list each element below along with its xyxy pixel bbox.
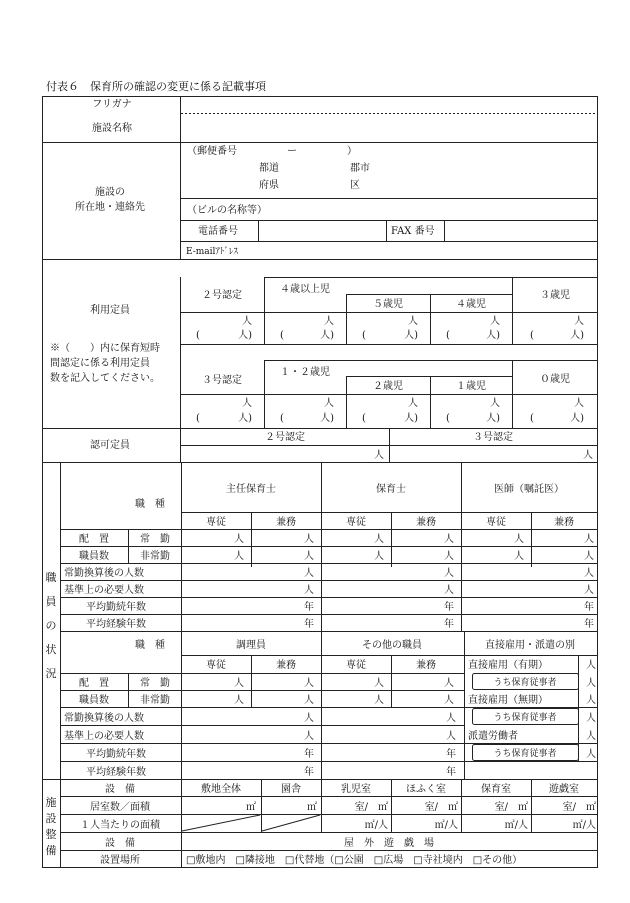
capacity-note-line3: 数を記入してください。	[50, 373, 160, 384]
direct-unfixed-label: 直接雇用（無期）	[468, 695, 548, 706]
parttime-header: 兼務	[554, 517, 574, 528]
cap-open-paren: (	[280, 413, 284, 424]
svg-text:人: 人	[234, 695, 244, 706]
avg-years-label: 平均勤続年数	[86, 602, 146, 613]
prefecture-top: 都道	[259, 163, 279, 174]
svg-text:人: 人	[444, 695, 454, 706]
cap-unit-paren: 人)	[320, 330, 334, 341]
placement-label-2: 配 置	[79, 678, 109, 689]
parttime-header: 兼務	[416, 660, 436, 671]
svg-text:年: 年	[304, 767, 314, 778]
svg-text:㎡/人: ㎡/人	[364, 820, 388, 831]
regular-label: 常 勤	[140, 534, 170, 545]
svg-text:年: 年	[584, 619, 594, 630]
svg-text:整: 整	[45, 828, 57, 841]
crawl-room-header: ほふく室	[406, 784, 446, 795]
equipment-section-label	[46, 796, 57, 857]
equipment-label-2: 設 備	[105, 838, 135, 849]
cap-unit: 人	[490, 316, 500, 327]
svg-text:人: 人	[304, 534, 314, 545]
direct-fixed-unit[interactable]: 人	[586, 660, 596, 671]
svg-text:㎡/人: ㎡/人	[504, 820, 528, 831]
svg-text:室/ ㎡: 室/ ㎡	[494, 802, 528, 813]
cap-open-paren: (	[196, 330, 200, 341]
approved-cert2-unit[interactable]: 人	[374, 450, 384, 461]
location-label: 設置場所	[100, 855, 140, 866]
cap-open-paren: (	[446, 330, 450, 341]
address-label-line2: 所在地・連絡先	[75, 202, 145, 213]
equipment-label: 設 備	[105, 784, 135, 795]
cap-unit: 人	[408, 398, 418, 409]
cap-unit: 人	[574, 398, 584, 409]
fulltime-header: 専従	[346, 660, 366, 671]
svg-text:人: 人	[304, 695, 314, 706]
svg-text:備: 備	[45, 844, 57, 857]
parttime-header: 兼務	[276, 517, 296, 528]
staff-regular-row[interactable]	[234, 532, 594, 545]
city-bottom: 区	[350, 180, 360, 191]
svg-text:況: 況	[45, 667, 57, 680]
cap-unit-paren: 人)	[404, 330, 418, 341]
fulltime-header: 専従	[206, 660, 226, 671]
fte-label-2: 常勤換算後の人数	[64, 713, 144, 724]
capacity-row-cert3[interactable]	[196, 396, 584, 424]
svg-text:人: 人	[234, 678, 244, 689]
svg-text:人: 人	[446, 713, 456, 724]
cook-header: 調理員	[236, 640, 266, 651]
svg-text:人: 人	[374, 678, 384, 689]
svg-text:員: 員	[45, 595, 57, 608]
cap-open-paren: (	[362, 330, 366, 341]
staff-summary-values-2[interactable]	[304, 711, 456, 778]
location-options[interactable]: □敷地内 □隣接地 □代替地（□公園 □広場 □寺社境内 □その他）	[186, 855, 523, 866]
cap-cert2-header: ２号認定	[202, 290, 242, 301]
address-label-line1: 施設の	[95, 187, 125, 198]
cap-open-paren: (	[446, 413, 450, 424]
cap-unit: 人	[324, 316, 334, 327]
svg-text:年: 年	[446, 749, 456, 760]
headcount-label-2: 職員数	[79, 695, 109, 706]
svg-text:室/ ㎡: 室/ ㎡	[562, 802, 596, 813]
childcare-sub-unit[interactable]: 人	[586, 713, 596, 724]
svg-text:㎡/人: ㎡/人	[434, 820, 458, 831]
svg-text:年: 年	[304, 749, 314, 760]
svg-text:年: 年	[444, 619, 454, 630]
svg-text:人: 人	[234, 534, 244, 545]
cap-open-paren: (	[530, 330, 534, 341]
dispatch-label: 派遣労働者	[468, 731, 518, 742]
building-name-field[interactable]: （ビルの名称等）	[187, 205, 267, 216]
cap-unit: 人	[490, 398, 500, 409]
city-top: 郡市	[350, 163, 370, 174]
prefecture-bottom: 府県	[259, 180, 279, 191]
cap-age5-header: ５歳児	[373, 299, 403, 310]
cap-age1-header: １歳児	[456, 381, 486, 392]
approved-cert3-unit[interactable]: 人	[583, 450, 593, 461]
svg-text:人: 人	[304, 731, 314, 742]
childcare-sub-label: うち保育従事者	[493, 678, 557, 688]
svg-text:年: 年	[304, 619, 314, 630]
cap-open-paren: (	[280, 330, 284, 341]
svg-text:人: 人	[304, 678, 314, 689]
headcount-label: 職員数	[79, 551, 109, 562]
rooms-area-label: 居室数／面積	[90, 802, 150, 813]
form-title: 付表６ 保育所の確認の変更に係る記載事項	[46, 80, 266, 93]
svg-text:施: 施	[45, 796, 57, 809]
cap-unit-paren: 人)	[404, 413, 418, 424]
cap-unit: 人	[242, 398, 252, 409]
cap-unit: 人	[242, 316, 252, 327]
per-child-area-label: １人当たりの面積	[80, 820, 160, 831]
direct-unfixed-unit[interactable]: 人	[586, 695, 596, 706]
cap-unit: 人	[408, 316, 418, 327]
cap-open-paren: (	[196, 413, 200, 424]
cap-open-paren: (	[530, 413, 534, 424]
cap-unit-paren: 人)	[486, 413, 500, 424]
fulltime-header: 専従	[346, 517, 366, 528]
cap-unit: 人	[574, 316, 584, 327]
required-label: 基準上の必要人数	[64, 585, 144, 596]
furigana-label: フリガナ	[92, 99, 132, 110]
capacity-label: 利用定員	[90, 305, 130, 316]
fte-label: 常勤換算後の人数	[64, 568, 144, 579]
outdoor-playground-header: 屋 外 遊 戯 場	[344, 838, 434, 849]
staff-section-label	[46, 571, 57, 680]
chief-nurse-header: 主任保育士	[226, 484, 276, 495]
cap-age2-header: ２歳児	[373, 381, 403, 392]
other-staff-header: その他の職員	[362, 640, 422, 651]
cap-open-paren: (	[362, 413, 366, 424]
cap-age4plus-header: ４歳以上児	[280, 284, 330, 295]
avg-exp-label: 平均経験年数	[86, 619, 146, 630]
svg-text:年: 年	[446, 767, 456, 778]
svg-text:人: 人	[444, 585, 454, 596]
postal-code-field[interactable]: （郵便番号 ー ）	[187, 146, 357, 157]
svg-text:人: 人	[304, 585, 314, 596]
cap-age3-header: ３歳児	[540, 290, 570, 301]
svg-text:人: 人	[584, 568, 594, 579]
childcare-sub-label: うち保育従事者	[493, 749, 557, 759]
cap-unit-paren: 人)	[238, 413, 252, 424]
per-child-area-row[interactable]	[365, 818, 596, 831]
svg-text:人: 人	[446, 731, 456, 742]
phone-label: 電話番号	[198, 226, 238, 237]
capacity-row-cert2[interactable]	[196, 314, 584, 341]
required-label-2: 基準上の必要人数	[64, 731, 144, 742]
svg-text:㎡: ㎡	[307, 802, 317, 813]
svg-text:人: 人	[374, 534, 384, 545]
nurse-header: 保育士	[376, 484, 406, 495]
childcare-sub-unit[interactable]: 人	[586, 678, 596, 689]
building-header: 園舎	[281, 784, 301, 795]
childcare-sub-label: うち保育従事者	[493, 713, 557, 723]
avg-exp-label-2: 平均経験年数	[86, 767, 146, 778]
fulltime-header: 専従	[206, 517, 226, 528]
svg-text:人: 人	[444, 534, 454, 545]
svg-text:人: 人	[444, 568, 454, 579]
svg-text:年: 年	[584, 602, 594, 613]
cap-unit-paren: 人)	[320, 413, 334, 424]
direct-fixed-label: 直接雇用（有期）	[468, 660, 548, 671]
job-type-label: 職 種	[135, 499, 165, 510]
svg-text:人: 人	[234, 551, 244, 562]
fax-label: FAX 番号	[391, 226, 435, 237]
parttime-header: 兼務	[276, 660, 296, 671]
doctor-header: 医師（嘱託医）	[494, 484, 564, 495]
svg-text:人: 人	[584, 551, 594, 562]
facility-name-label: 施設名称	[92, 123, 132, 134]
dispatch-unit[interactable]: 人	[586, 731, 596, 742]
infant-room-header: 乳児室	[341, 784, 371, 795]
parttime-header: 兼務	[416, 517, 436, 528]
childcare-sub-unit[interactable]: 人	[586, 749, 596, 760]
svg-text:職: 職	[45, 571, 57, 584]
irregular-label: 非常勤	[140, 551, 170, 562]
svg-text:設: 設	[45, 812, 57, 825]
staff-irregular-row[interactable]	[234, 549, 594, 562]
approved-cert3-header: ３号認定	[473, 432, 513, 443]
play-room-header: 遊戯室	[549, 784, 579, 795]
svg-text:室/ ㎡: 室/ ㎡	[354, 802, 388, 813]
cap-unit-paren: 人)	[570, 413, 584, 424]
svg-text:人: 人	[514, 534, 524, 545]
svg-text:㎡/人: ㎡/人	[572, 820, 596, 831]
cap-unit-paren: 人)	[570, 330, 584, 341]
svg-text:人: 人	[584, 585, 594, 596]
rooms-area-row[interactable]	[246, 801, 596, 813]
cap-unit-paren: 人)	[238, 330, 252, 341]
svg-text:人: 人	[374, 551, 384, 562]
capacity-note-line1: ※（ ）内に保育短時	[50, 343, 160, 354]
avg-years-label-2: 平均勤続年数	[86, 749, 146, 760]
svg-text:人: 人	[444, 678, 454, 689]
svg-text:年: 年	[304, 602, 314, 613]
svg-text:人: 人	[584, 534, 594, 545]
svg-text:人: 人	[444, 551, 454, 562]
employment-type-header: 直接雇用・派遣の別	[485, 640, 575, 651]
svg-text:の: の	[45, 619, 57, 632]
cap-unit: 人	[324, 398, 334, 409]
placement-label: 配 置	[79, 534, 109, 545]
regular-label-2: 常 勤	[140, 678, 170, 689]
cap-age0-header: ０歳児	[540, 374, 570, 385]
nursery-room-header: 保育室	[481, 784, 511, 795]
email-label: E-mailｱﾄﾞﾚｽ	[186, 247, 238, 257]
svg-text:人: 人	[304, 568, 314, 579]
svg-text:年: 年	[444, 602, 454, 613]
cap-cert3-header: ３号認定	[202, 375, 242, 386]
svg-text:人: 人	[374, 695, 384, 706]
svg-text:状: 状	[45, 643, 57, 656]
whole-site-header: 敷地全体	[201, 784, 241, 795]
approved-cert2-header: ２号認定	[265, 432, 305, 443]
capacity-note-line2: 間認定に係る利用定員	[50, 358, 150, 369]
job-type-label-2: 職 種	[135, 640, 165, 651]
fulltime-header: 専従	[486, 517, 506, 528]
svg-text:人: 人	[304, 551, 314, 562]
cap-unit-paren: 人)	[486, 330, 500, 341]
svg-text:人: 人	[304, 713, 314, 724]
svg-text:人: 人	[514, 551, 524, 562]
cap-age4-header: ４歳児	[456, 299, 486, 310]
cap-age12-header: １・２歳児	[280, 367, 330, 378]
approved-label: 認可定員	[90, 440, 130, 451]
irregular-label-2: 非常勤	[140, 695, 170, 706]
svg-text:室/ ㎡: 室/ ㎡	[424, 802, 458, 813]
svg-text:㎡: ㎡	[246, 802, 256, 813]
